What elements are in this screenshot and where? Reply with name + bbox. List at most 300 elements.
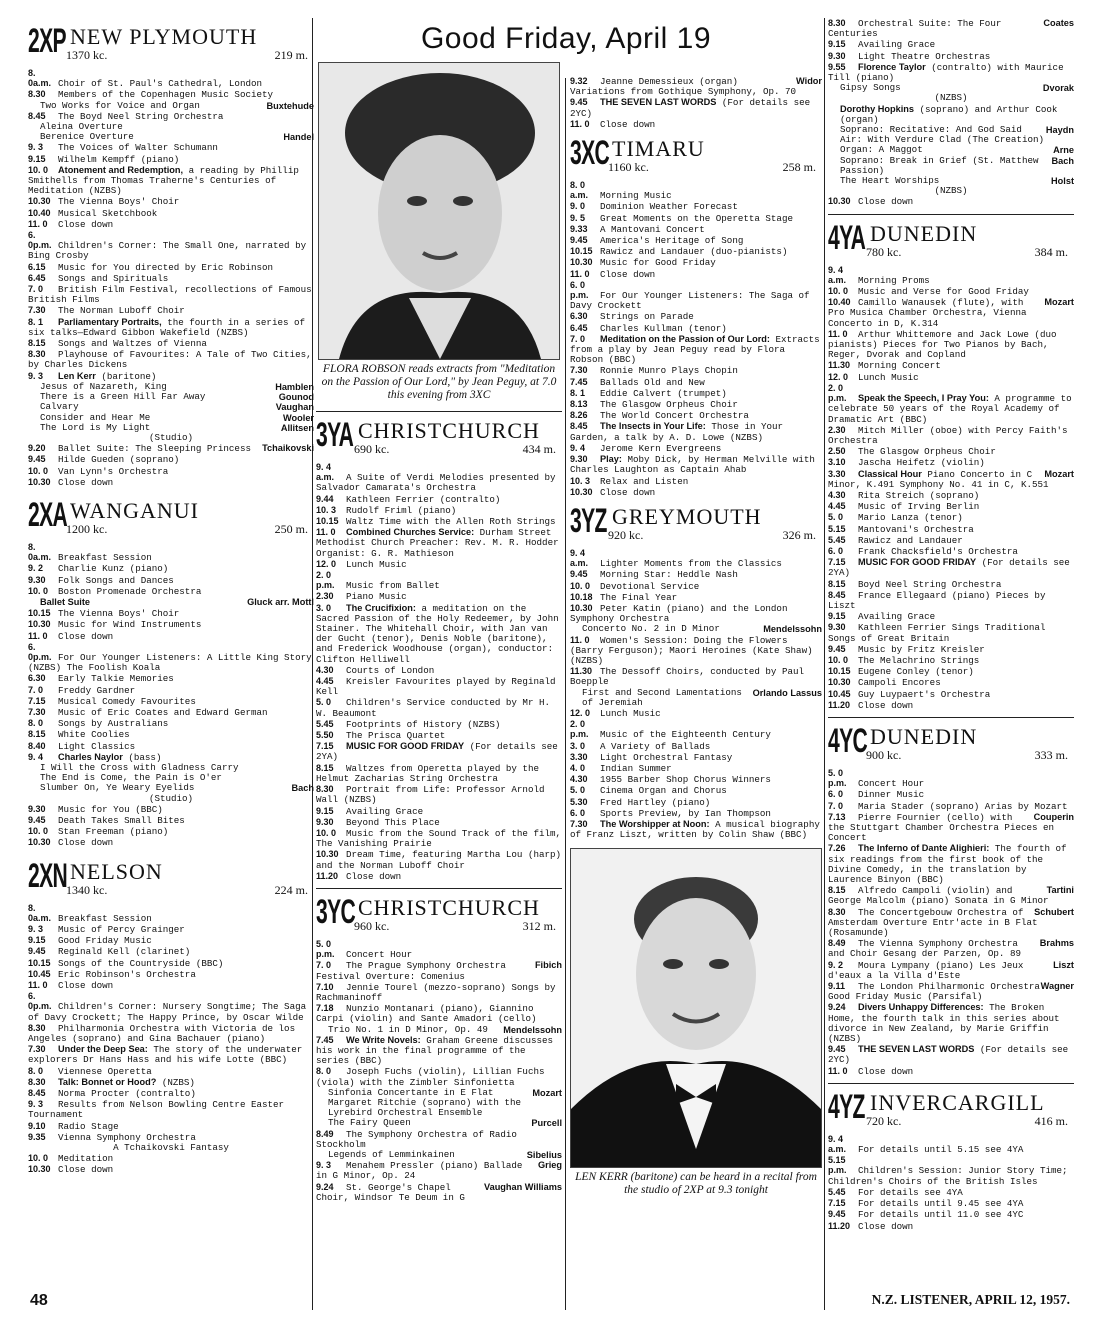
programme-title: Sinfonia Concertante in E Flat [328, 1086, 494, 1098]
programme-item [570, 797, 822, 808]
programme-time: 9.45 [28, 815, 46, 825]
programme-title: Songs by Australians [58, 718, 169, 730]
station-frequency: 720 kc. [866, 1113, 902, 1128]
programme-title: The Heart Worships [840, 175, 940, 187]
programme-item [316, 849, 562, 870]
programme-title: Eric Robinson's Orchestra [58, 968, 196, 980]
station-call-sign: 2XA [28, 495, 68, 534]
programme-title: Waltzes from Operetta played by the Helmut Zacharias String Orchestra [316, 762, 539, 784]
composer: Mendelssohn [503, 1024, 562, 1035]
programme-title: Maria Stader (soprano) Arias by Mozart [858, 800, 1068, 812]
programme-title: Close down [58, 476, 114, 488]
programme-time: 9.15 [828, 611, 846, 622]
programme-title: Lunch Music [600, 707, 661, 719]
programme-time: 5.30 [570, 796, 588, 807]
programme-time: 10. 0 [28, 164, 49, 175]
programme-item [316, 741, 562, 762]
programme-title: Lunch Music [858, 371, 919, 383]
programme-time: 4.30 [828, 489, 846, 500]
composer: Coates [1043, 18, 1074, 28]
programme-title: The Broken Home, the fourth talk in this series about divorce in New Zealand, by Marie Griffin (NZBS) [828, 1002, 1060, 1045]
composer: Sibelius [526, 1149, 562, 1160]
programme-title: Moby Dick, by Herman Melville with Charles Laughton as Captain Ahab [570, 454, 815, 476]
programme-item [828, 490, 1074, 501]
programme-item [828, 196, 1074, 207]
programme-item [570, 224, 822, 235]
programme-item [828, 265, 1074, 286]
station-city: WANGANUI [70, 497, 199, 523]
programme-item [570, 443, 822, 454]
programme-item [570, 280, 822, 312]
programme-title: Close down [58, 630, 114, 642]
programme-item [828, 981, 1074, 1002]
programme-time: 9.20 [28, 443, 46, 454]
programme-item [570, 819, 822, 840]
masthead: N.Z. LISTENER, APRIL 12, 1957. [871, 1292, 1070, 1307]
programme-time: 11.20 [828, 699, 851, 710]
programme-time: 10. 0 [828, 286, 849, 297]
station-call-sign: 4YC [828, 721, 868, 760]
programme-item [828, 938, 1074, 959]
programme-title: Campoli Encores [858, 677, 941, 689]
programme-title: For details until 9.45 see 4YA [858, 1198, 1024, 1210]
programme-title: Orchestral Suite: The Four Centuries [828, 18, 1002, 40]
programme-time: 8.49 [828, 938, 846, 949]
station-header [316, 892, 562, 935]
programme-time: 12. 0 [828, 371, 849, 382]
programme-title: Kathleen Ferrier (contralto) [346, 493, 501, 505]
programme-item [28, 230, 314, 262]
programme-highlight: The Worshipper at Noon: [600, 818, 710, 829]
programme-title: Vienna Symphony Orchestra [58, 1131, 196, 1143]
programme-item [828, 104, 1074, 125]
programme-time: 10. 0 [316, 827, 337, 838]
composer: Vaughan Williams [483, 1181, 562, 1192]
programme-item [828, 18, 1074, 39]
station-wavelength: 326 m. [782, 527, 816, 542]
programme-title: Close down [600, 118, 656, 130]
programme-item [828, 425, 1074, 446]
programme-time: 4.30 [316, 664, 334, 675]
programme-time: 7.30 [570, 365, 588, 376]
programme-title: Death Takes Small Bites [58, 815, 185, 826]
programme-time: 11.30 [570, 666, 593, 677]
composer: Fibich [534, 960, 562, 971]
station-call-sign: 3YC [316, 892, 356, 931]
programme-item [570, 213, 822, 224]
programme-time: 9.45 [570, 97, 588, 108]
programme-time: 7.10 [316, 981, 334, 992]
station-2xa [28, 495, 314, 849]
programme-item [316, 1129, 562, 1150]
programme-time: 5. 0 [570, 785, 586, 796]
programme-title: Kreisler Favourites played by Reginald Kell [316, 676, 556, 698]
programme-item [28, 685, 314, 696]
programme-item [828, 125, 1074, 145]
programme-title: Berenice Overture [40, 131, 134, 143]
programme-time: 6.30 [570, 311, 588, 322]
programme-item [28, 642, 314, 674]
programme-item [28, 219, 314, 230]
programme-title: Charlie Kunz (piano) [58, 563, 169, 575]
composer: Bach [1051, 155, 1074, 166]
programme-time: 9.15 [28, 935, 46, 946]
programme-title: Ballads Old and New [600, 376, 705, 388]
programme-title: Music by Fritz Kreisler [858, 643, 985, 655]
programme-item [828, 622, 1074, 643]
programme-title: Close down [858, 196, 914, 208]
programme-item [28, 477, 314, 488]
programme-highlight: Parliamentary Portraits, [58, 316, 162, 327]
programme-time: 11. 0 [828, 1065, 848, 1076]
station-wavelength: 258 m. [782, 160, 816, 175]
station-header [28, 24, 314, 64]
programme-title: Fred Hartley (piano) [600, 796, 711, 808]
programme-highlight: Play: [600, 454, 622, 465]
programme-time: 8.49 [316, 1128, 334, 1139]
programme-highlight: Meditation on the Passion of Our Lord: [600, 333, 770, 344]
programme-title: Morning Star: Heddle Nash [600, 569, 738, 581]
programme-item [316, 871, 562, 882]
composer: Grieg [538, 1160, 562, 1171]
programme-time: 11. 0 [316, 527, 336, 538]
programme-time: 9.30 [28, 574, 46, 585]
programme-time: 7.26 [828, 843, 846, 854]
programme-item [570, 201, 822, 212]
programme-title: For details until 11.0 see 4YC [858, 1209, 1024, 1221]
programme-title: Camillo Wanausek (flute), with Pro Musica Chamber Orchestra, Vienna Concerto in D, K.314 [828, 297, 1027, 329]
composer: Mozart [532, 1087, 562, 1098]
programme-highlight: Divers Unhappy Differences: [858, 1002, 984, 1013]
programme-time: 8. 0 a.m. [570, 180, 589, 201]
programme-title: Availing Grace [858, 611, 936, 623]
programme-time: 8. 1 [28, 316, 44, 327]
programme-item [316, 559, 562, 570]
programme-item [316, 697, 562, 718]
programme-time: 6. 0 [570, 807, 586, 818]
programme-time: 8.30 [828, 906, 846, 917]
programme-item [28, 969, 314, 980]
programme-item [570, 708, 822, 719]
programme-item [828, 1002, 1074, 1044]
programme-title: Dominion Weather Forecast [600, 201, 738, 213]
programme-title: Concert Hour [346, 949, 413, 961]
programme-time: 8.45 [28, 110, 46, 121]
programme-time: 2.30 [828, 424, 846, 435]
composer: Vaughan [275, 402, 314, 413]
programme-item [828, 457, 1074, 468]
programme-title: (baritone) [101, 370, 157, 382]
programme-item [570, 581, 822, 592]
programme-time: 9. 4 [570, 442, 586, 453]
programme-title: Good Friday Music [58, 935, 152, 947]
programme-item [28, 1153, 314, 1164]
programme-title: Jennie Tourel (mezzo-soprano) Songs by Rachmaninoff [316, 981, 556, 1003]
station-header [828, 218, 1074, 261]
programme-title: A Tchaikovski Fantasy [113, 1142, 229, 1154]
programme-title: First and Second Lamentations of Jeremiah [582, 686, 742, 708]
programme-title: Boyd Neel String Orchestra [858, 578, 1002, 590]
programme-title: Piano Music [346, 591, 407, 603]
programme-title: Piano Concerto in C Minor, K.491 Symphony No. 41 in C, K.551 [828, 468, 1049, 490]
programme-item [570, 323, 822, 334]
programme-time: 6. 0 p.m. [570, 279, 589, 301]
programme-title: A Mantovani Concert [600, 223, 705, 235]
programme-time: 6.15 [28, 261, 46, 272]
programme-time: 7. 0 [316, 960, 332, 971]
programme-time: 7.13 [828, 811, 846, 822]
station-frequency: 960 kc. [354, 918, 390, 933]
programme-title: Great Moments on the Operetta Stage [600, 212, 793, 224]
programme-item [28, 196, 314, 207]
programme-time: 9.10 [28, 1120, 46, 1131]
programme-time: 10.30 [28, 476, 51, 487]
programme-time: 9. 4 [28, 751, 44, 762]
composer: Haydn [1045, 125, 1074, 136]
station-frequency: 1370 kc. [66, 48, 108, 62]
programme-title: Music for You directed by Eric Robinson [58, 261, 274, 273]
programme-item [570, 476, 822, 487]
programme-item [828, 843, 1074, 885]
station-call-sign: 4YA [828, 218, 866, 257]
programme-item [28, 338, 314, 349]
programme-title: Availing Grace [346, 805, 424, 817]
programme-item [570, 752, 822, 763]
programme-highlight: Florence Taylor [858, 61, 926, 72]
programme-item [28, 262, 314, 273]
programme-title: Stan Freeman (piano) [58, 826, 169, 838]
programme-title: Close down [58, 218, 114, 230]
programme-time: 10. 3 [570, 475, 591, 486]
programme-time: 11. 0 [828, 328, 848, 339]
programme-item [828, 297, 1074, 329]
programme-time: 11. 0 [28, 980, 48, 991]
programme-time: 4. 0 [570, 762, 586, 773]
programme-item [828, 51, 1074, 62]
programme-item [828, 156, 1074, 176]
column-rule [565, 78, 566, 1310]
programme-title: Light Theatre Orchestras [858, 50, 991, 62]
programme-title: Aleina Overture [40, 121, 123, 133]
station-call-sign: 4YZ [828, 1087, 865, 1126]
programme-title: Charles Kullman (tenor) [600, 322, 727, 334]
programme-time: 8. 1 [570, 387, 586, 398]
programme-time: 6.45 [570, 322, 588, 333]
programme-item [828, 700, 1074, 711]
programme-title: The Boyd Neel String Orchestra [58, 110, 224, 122]
programme-title: Songs and Spirituals [58, 272, 169, 284]
programme-item [828, 689, 1074, 700]
programme-item [28, 1023, 314, 1044]
programme-item [828, 372, 1074, 383]
station-city: GREYMOUTH [612, 503, 762, 529]
programme-title: Portrait from Life: Professor Arnold Wall (NZBS) [316, 784, 545, 806]
column-rule [824, 18, 825, 1310]
programme-item [28, 958, 314, 969]
programme-item [828, 812, 1074, 844]
programme-item [828, 383, 1074, 425]
station-wavelength: 333 m. [1034, 747, 1068, 762]
programme-time: 10.30 [28, 196, 51, 207]
programme-highlight: Dorothy Hopkins [840, 103, 915, 114]
programme-time: 7.15 [316, 741, 334, 752]
programme-time: 8.30 [28, 89, 46, 100]
programme-item [28, 608, 314, 619]
programme-title: Close down [858, 1220, 914, 1232]
programme-title: Joseph Fuchs (violin), Lillian Fuchs (viola) with the Zimbler Sinfonietta [316, 1066, 545, 1088]
programme-title: Jeanne Demessieux (organ) Variations from Gothique Symphony, Op. 70 [570, 76, 797, 98]
programme-time: 10. 3 [316, 504, 337, 515]
programme-title: Slumber On, Ye Weary Eyelids [40, 782, 195, 794]
station-call-sign: 3XC [570, 134, 610, 173]
programme-item [28, 1088, 314, 1099]
programme-time: 9.55 [828, 61, 846, 72]
programme-time: 5. 0 [828, 512, 844, 523]
station-3yc [316, 892, 562, 1203]
programme-time: 7. 0 [570, 333, 586, 344]
station-city: NEW PLYMOUTH [70, 24, 258, 49]
programme-item [28, 1164, 314, 1175]
programme-title: Beyond This Place [346, 816, 440, 828]
programme-time: 9.44 [316, 493, 334, 504]
programme-time: 9. 2 [28, 563, 44, 574]
station-header [28, 856, 314, 899]
programme-title: I Will the Cross with Gladness Carry [40, 761, 239, 773]
programme-item [828, 590, 1074, 611]
programme-item [316, 570, 562, 591]
programme-time: 4.45 [828, 501, 846, 512]
programme-item [828, 186, 1074, 196]
composer: Tchaikovski [262, 443, 314, 454]
programme-title: The London Philharmonic Orchestra Good Friday Music (Parsifal) [828, 981, 1040, 1003]
programme-title: Mario Lanza (tenor) [858, 512, 963, 524]
programme-item [570, 235, 822, 246]
programme-item [28, 597, 314, 608]
composer: Mendelssohn [763, 624, 822, 635]
programme-highlight: Under the Deep Sea: [58, 1044, 148, 1055]
programme-time: 8. 0a.m. [28, 68, 52, 89]
programme-item [28, 466, 314, 477]
programme-item [28, 563, 314, 574]
station-3yz [570, 501, 822, 841]
programme-time: 10.15 [316, 516, 339, 527]
programme-item [570, 421, 822, 442]
programme-highlight: THE SEVEN LAST WORDS [600, 97, 717, 108]
programme-title: Soprano: Recitative: And God Said Air: With Verdure Clad (The Creation) [840, 124, 1044, 146]
programme-item [28, 924, 314, 935]
station-header [316, 418, 562, 458]
station-frequency: 900 kc. [866, 747, 902, 762]
programme-title: Rawicz and Landauer [858, 534, 963, 546]
composer: Holst [1051, 176, 1074, 187]
programme-time: 8.13 [570, 399, 588, 410]
programme-time: 5.15 p.m. [828, 1155, 847, 1176]
station-call-sign: 2XP [28, 22, 66, 60]
composer: Couperin [1033, 811, 1074, 822]
composer: Mozart [1044, 297, 1074, 308]
programme-title: The Dessoff Choirs, conducted by Paul Boepple [570, 666, 804, 688]
programme-title: Norma Procter (contralto) [58, 1088, 196, 1100]
station-frequency: 690 kc. [354, 442, 390, 456]
composer: Dvorak [1042, 83, 1074, 94]
programme-title: Legends of Lemminkainen [328, 1148, 455, 1160]
programme-item [28, 826, 314, 837]
programme-item [570, 548, 822, 569]
programme-item [570, 76, 822, 97]
programme-item [316, 982, 562, 1003]
programme-time: 9.35 [28, 1131, 46, 1142]
programme-item [28, 68, 314, 89]
programme-time: 9.45 [828, 643, 846, 654]
programme-title: Radio Stage [58, 1120, 119, 1132]
station-frequency: 1200 kc. [66, 521, 108, 536]
programme-item [28, 935, 314, 946]
programme-title: Music for Wind Instruments [58, 619, 202, 631]
programme-title: The Fairy Queen [328, 1117, 411, 1129]
programme-item [570, 808, 822, 819]
programme-highlight: The Inferno of Dante Alighieri: [858, 843, 990, 854]
programme-title: Jascha Heifetz (violin) [858, 457, 985, 469]
programme-title: Jerome Kern Evergreens [600, 442, 722, 454]
programme-time: 10.30 [570, 602, 593, 613]
programme-time: 7. 0 [28, 284, 44, 295]
programme-item [570, 334, 822, 366]
column-4 [828, 18, 1074, 1232]
programme-item [828, 1209, 1074, 1220]
programme-time: 5. 0 [316, 697, 332, 708]
programme-title: Jesus of Nazareth, King [40, 380, 167, 392]
programme-time: 10.30 [28, 837, 51, 848]
programme-title: For Our Younger Listeners: A Little King Story (NZBS) The Foolish Koala [28, 651, 312, 674]
programme-time: 9.30 [316, 816, 334, 827]
programme-time: 3. 0 [570, 740, 586, 751]
programme-title: Van Lynn's Orchestra [58, 465, 169, 477]
programme-list [316, 462, 562, 882]
programme-time: 8. 0a.m. [28, 541, 52, 563]
programme-time: 9. 3 [28, 370, 44, 381]
programme-highlight: Talk: Bonnet or Hood? [58, 1076, 157, 1087]
station-4yz [828, 1087, 1074, 1232]
programme-time: 7. 0 [828, 800, 844, 811]
programme-title: Rudolf Friml (piano) [346, 504, 457, 516]
programme-time: 2. 0 p.m. [316, 570, 335, 591]
programme-title: (Studio) [148, 792, 194, 804]
programme-highlight: Classical Hour [858, 468, 922, 479]
programme-title: The story of the underwater explorers Dr Hans Hass and his wife Lotte (BBC) [28, 1044, 303, 1066]
programme-time: 3.30 [828, 468, 846, 479]
programme-item [828, 360, 1074, 371]
programme-time: 9. 0 [570, 201, 586, 212]
programme-item [570, 377, 822, 388]
station-call-sign: 2XN [28, 856, 68, 895]
programme-time: 9. 3 [316, 1160, 332, 1171]
programme-title: Morning Music [600, 190, 672, 202]
station-4ya [828, 218, 1074, 711]
programme-title: Sports Preview, by Ian Thompson [600, 807, 771, 819]
programme-title: The Melachrino Strings [858, 654, 980, 666]
programme-title: The Final Year [600, 591, 678, 603]
programme-item [28, 154, 314, 165]
programme-title: For details see 4YA [858, 1186, 963, 1198]
programme-item [828, 286, 1074, 297]
programme-time: 11.20 [316, 870, 339, 881]
programme-time: 10.30 [570, 257, 593, 268]
programme-item [828, 579, 1074, 590]
programme-item [28, 673, 314, 684]
station-frequency: 1160 kc. [608, 160, 649, 175]
programme-highlight: Len Kerr [58, 370, 96, 381]
programme-time: 9.45 [28, 454, 46, 465]
